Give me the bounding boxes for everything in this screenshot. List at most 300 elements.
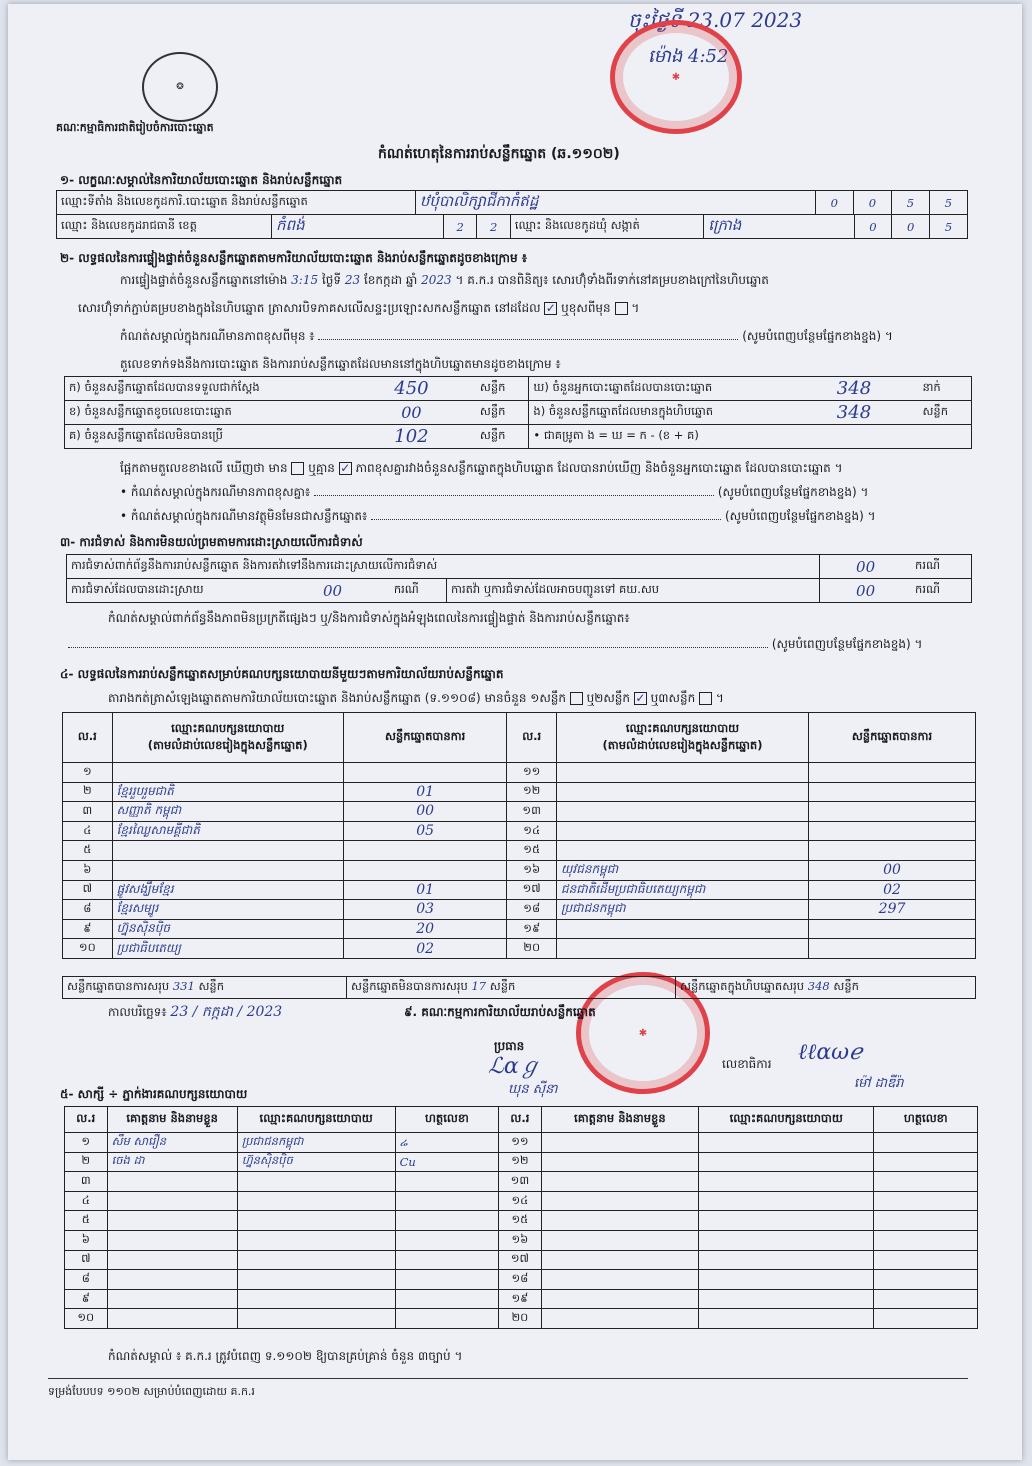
vote-count xyxy=(343,763,506,783)
party-name: ប្រជាជនកម្ពុជា xyxy=(556,900,808,920)
witness-name xyxy=(541,1191,698,1211)
row-number: ១៥ xyxy=(507,841,557,861)
seal-line: សោរហ៊ុំទាក់ភ្ជាប់គម្របខាងក្នុងនៃហិបឆ្នោត ត្រាសារបិទភាគសលើសន្ទះប្រឡោះសកសន្លឹកឆ្នោត នៅដដែល ✓ ឬខុសពីមុន ។ xyxy=(78,301,640,315)
row-number: ១៨ xyxy=(499,1270,542,1290)
verify-time: 3:15 xyxy=(291,273,319,287)
witness-name xyxy=(107,1309,237,1329)
text: ឬ២សន្លឹក xyxy=(586,691,631,705)
witness-signature xyxy=(874,1133,978,1153)
table-row xyxy=(65,1230,978,1250)
count-date: 23 / កក្កដា / 2023 xyxy=(170,1004,283,1020)
party-name: ប្រជាធិបតេយ្យ xyxy=(112,939,343,959)
witness-party xyxy=(699,1289,874,1309)
witness-signature xyxy=(874,1309,978,1329)
text: តារាងកត់ត្រាសំឡេងឆ្នោតតាមការិយាល័យបោះឆ្នោត និងរាប់សន្លឹកឆ្នោត (ទ.១១០៨) មានចំនួន ១សន្លឹក xyxy=(108,691,566,705)
unit: សន្លឹក xyxy=(476,377,529,401)
secretary-signature: ℓℓαωℯ xyxy=(798,1040,863,1065)
table-row xyxy=(65,1152,978,1172)
unit: ករណី xyxy=(911,579,971,603)
text: (តាមលំដាប់លេខរៀងក្នុងសន្លឹកឆ្នោត) xyxy=(602,737,763,752)
witness-signature: ሬ xyxy=(395,1133,499,1153)
checkbox-3-sheet[interactable] xyxy=(699,692,712,705)
row-number: ១៧ xyxy=(507,880,557,900)
table-row xyxy=(63,939,976,959)
object-note xyxy=(120,508,970,524)
col-votes: សន្លឹកឆ្នោតបានការ xyxy=(809,713,976,763)
row-number: ២ xyxy=(63,782,113,802)
vote-count xyxy=(809,919,976,939)
party-name xyxy=(556,841,808,861)
witness-name xyxy=(541,1152,698,1172)
row-number: ១០ xyxy=(63,939,113,959)
date-line xyxy=(108,1004,282,1020)
vote-count: 297 xyxy=(809,900,976,920)
row-number: ១៤ xyxy=(507,821,557,841)
unit: សន្លឹក xyxy=(489,979,516,993)
label: ការជំទាស់ដែលបានដោះស្រាយ xyxy=(67,579,276,603)
row-number: ៣ xyxy=(65,1172,108,1192)
chair-name: ឃុន ស៊ីនា xyxy=(508,1082,558,1097)
row-number: ២ xyxy=(65,1152,108,1172)
witness-name xyxy=(541,1211,698,1231)
witness-name xyxy=(107,1270,237,1290)
table-row xyxy=(63,880,976,900)
section-4-heading: ៤- លទ្ធផលនៃការរាប់សន្លឹកឆ្នោតសម្រាប់គណបក្សនយោបាយនីមួយៗតាមការិយាល័យរាប់សន្លឹកឆ្នោត xyxy=(60,667,504,681)
red-seal-icon: ✱ xyxy=(610,20,742,134)
verification-line xyxy=(120,272,769,288)
formula: • ជាគម្រូតា ង = ឃ = ក - (ខ + គ) xyxy=(529,425,972,449)
witness-party xyxy=(237,1270,395,1290)
table-row xyxy=(65,1191,978,1211)
witness-party xyxy=(699,1250,874,1270)
void-total-value: 17 xyxy=(471,979,487,993)
col-party: ឈ្មោះគណបក្សនយោបាយ xyxy=(699,1107,874,1133)
party-name xyxy=(556,919,808,939)
row-number: ២០ xyxy=(507,939,557,959)
ballots-in-box: 348 xyxy=(790,401,919,425)
witness-name xyxy=(107,1191,237,1211)
witness-signature xyxy=(874,1270,978,1290)
witness-table xyxy=(64,1106,978,1329)
chair-label: ប្រធាន xyxy=(494,1039,525,1053)
section-5-heading: ៥- សាក្សី ÷ ភ្នាក់ងារគណបក្សនយោបាយ xyxy=(60,1087,248,1101)
valid-total-value: 331 xyxy=(172,979,195,993)
row-number: ៤ xyxy=(65,1191,108,1211)
checkbox-has-diff[interactable] xyxy=(291,462,304,475)
text: • កំណត់សម្គាល់ក្នុងករណីមានភាពខុសគ្នា៖ xyxy=(120,485,311,499)
witness-name xyxy=(541,1172,698,1192)
text: សោរហ៊ុំទាក់ភ្ជាប់គម្របខាងក្នុងនៃហិបឆ្នោត ត្រាសារបិទភាគសលើសន្ទះប្រឡោះសកសន្លឹកឆ្នោត នៅដដែល xyxy=(78,301,541,315)
text: ភាពខុសគ្នារវាងចំនួនសន្លឹកឆ្នោតក្នុងហិបឆ្នោត ដែលបានរាប់ឃើញ និងចំនួនអ្នកបោះឆ្នោត ដែលបានបោះឆ្នោត ។ xyxy=(355,461,843,475)
row-number: ១៧ xyxy=(499,1250,542,1270)
row-number: ១២ xyxy=(499,1152,542,1172)
row-number: ១១ xyxy=(507,763,557,783)
figures-table xyxy=(64,376,972,449)
committee-label: ៩. គណៈកម្មការការិយាល័យរាប់សន្លឹកឆ្នោត xyxy=(404,1005,596,1019)
row-number: ៧ xyxy=(63,880,113,900)
vote-count: 00 xyxy=(343,802,506,822)
table-row xyxy=(65,1270,978,1290)
party-name: ខ្មែររួបរួមជាតិ xyxy=(112,782,343,802)
verify-day: 23 xyxy=(344,273,361,287)
text: (សូមបំពេញបន្ថែមផ្នែកខាងខ្នង) ។ xyxy=(771,637,923,651)
code-digit: 2 xyxy=(477,215,511,239)
vote-count: 00 xyxy=(809,860,976,880)
text: ឬ៣សន្លឹក xyxy=(650,691,696,705)
party-name: ខ្មែរឈ្ងៃសាមគ្គីជាតិ xyxy=(112,821,343,841)
col-no: ល.រ xyxy=(63,713,113,763)
code-digit: 2 xyxy=(443,215,477,239)
party-name: ខ្មែរសម្បូរ xyxy=(112,900,343,920)
text: ឈ្មោះគណបក្សនយោបាយ xyxy=(625,720,740,735)
table-row xyxy=(63,860,976,880)
unit: សន្លឹក xyxy=(476,401,529,425)
party-name xyxy=(112,841,343,861)
vote-count xyxy=(809,763,976,783)
doc-title: កំណត់ហេតុនៃការរាប់សន្លឹកឆ្នោត (ឆ.១១០២) xyxy=(378,146,620,162)
text: ឬខុសពីមុន xyxy=(561,301,611,315)
witness-party xyxy=(237,1289,395,1309)
checkbox-1-sheet[interactable] xyxy=(570,692,583,705)
red-seal-icon: ✱ xyxy=(576,972,710,1094)
row-number: ៦ xyxy=(63,860,113,880)
witness-name xyxy=(107,1230,237,1250)
unit: សន្លឹក xyxy=(833,979,859,993)
row-number: ១១ xyxy=(499,1133,542,1153)
vote-count xyxy=(809,821,976,841)
witness-signature xyxy=(874,1152,978,1172)
row-number: ២០ xyxy=(499,1309,542,1329)
party-name: សញ្ញាតិ កម្ពុជា xyxy=(112,802,343,822)
witness-name xyxy=(107,1289,237,1309)
checkbox-2-sheet[interactable]: ✓ xyxy=(635,691,646,705)
vote-count: 01 xyxy=(343,782,506,802)
unit: ករណី xyxy=(911,555,971,579)
witness-signature xyxy=(395,1270,499,1290)
witness-name xyxy=(107,1250,237,1270)
vote-count xyxy=(809,802,976,822)
box-total-value: 348 xyxy=(807,979,830,993)
resolved-count: 00 xyxy=(275,579,390,603)
table-row xyxy=(65,1250,978,1270)
witness-signature xyxy=(395,1230,499,1250)
party-name: យុវជនកម្ពុជា xyxy=(556,860,808,880)
text: កំណត់សម្គាល់ក្នុងករណីមានភាពខុសពីមុន ៖ xyxy=(120,329,315,343)
label: ខ) ចំនួនសន្លឹកឆ្នោតខូចលេខបោះឆ្នោត xyxy=(65,401,347,425)
witness-party xyxy=(699,1270,874,1290)
label: ការជំទាស់ពាក់ព័ន្ធនឹងការរាប់សន្លឹកឆ្នោត និងការតវ៉ាទៅនឹងការដោះស្រាយលើការជំទាស់ xyxy=(67,555,820,579)
party-name xyxy=(556,821,808,841)
row-number: ៥ xyxy=(63,841,113,861)
table-row xyxy=(63,919,976,939)
unit: នាក់ xyxy=(918,377,971,401)
footnote: កំណត់សម្គាល់ ៖ គ.ក.រ ត្រូវបំពេញ ទ.១១០២ ឱ្យបានគ្រប់គ្រាន់ ចំនួន ៣ច្បាប់ ។ xyxy=(108,1349,463,1363)
witness-party xyxy=(699,1152,874,1172)
text: ផ្អែកតាមតួលេខខាងលើ ឃើញថា មាន xyxy=(120,461,288,475)
note-line xyxy=(120,328,970,344)
table-row xyxy=(65,1289,978,1309)
col-party: ឈ្មោះគណបក្សនយោបាយ xyxy=(237,1107,395,1133)
party-name: ផ្លូវសង្ឃឹមខ្មែរ xyxy=(112,880,343,900)
witness-name xyxy=(541,1250,698,1270)
verify-year: 2023 xyxy=(421,273,452,287)
section-1-heading: ១- លក្ខណៈសម្គាល់នៃការិយាល័យបោះឆ្នោត និងរាប់សន្លឹកឆ្នោត xyxy=(60,173,343,187)
row-number: ៥ xyxy=(65,1211,108,1231)
vote-count xyxy=(343,860,506,880)
province-name: កំពង់ xyxy=(272,215,444,239)
witness-party xyxy=(237,1250,395,1270)
org-name: គណៈកម្មាធិការជាតិរៀបចំការបោះឆ្នោត xyxy=(56,121,214,134)
box-total xyxy=(676,977,976,999)
party-name xyxy=(556,802,808,822)
label: ក) ចំនួនសន្លឹកឆ្នោតដែលបានទទួលជាក់ស្ដែង xyxy=(65,377,347,401)
table-row xyxy=(65,1172,978,1192)
witness-party xyxy=(237,1211,395,1231)
figures-intro: តួលេខទាក់ទងនឹងការបោះឆ្នោត និងការរាប់សន្លឹកឆ្នោតដែលមាននៅក្នុងហិបឆ្នោតមានដូចខាងក្រោម ៖ xyxy=(120,357,561,371)
label: ឈ្មោះ និងលេខកូដរាជធានី ខេត្ត xyxy=(57,215,272,239)
code-digit: 5 xyxy=(930,215,968,239)
row-number: ៤ xyxy=(63,821,113,841)
witness-name xyxy=(541,1309,698,1329)
witness-signature xyxy=(395,1211,499,1231)
row-number: ៣ xyxy=(63,802,113,822)
label: ឃ) ចំនួនអ្នកបោះឆ្នោតដែលបានបោះឆ្នោត xyxy=(529,377,790,401)
row-number: ១៤ xyxy=(499,1191,542,1211)
section-3-heading: ៣- ការជំទាស់ និងការមិនយល់ព្រមតាមការដោះស្រាយលើការជំទាស់ xyxy=(60,535,363,549)
label: ង) ចំនួនសន្លឹកឆ្នោតដែលមានក្នុងហិបឆ្នោត xyxy=(529,401,790,425)
text: ថ្ងៃទី xyxy=(321,273,341,287)
secretary-label: លេខាធិការ xyxy=(722,1057,772,1071)
totals-row xyxy=(62,976,976,999)
results-table xyxy=(62,712,976,959)
row-number: ១២ xyxy=(507,782,557,802)
witness-signature xyxy=(395,1172,499,1192)
section-1-row2 xyxy=(56,214,968,239)
row-number: ១ xyxy=(65,1133,108,1153)
row-number: ១៦ xyxy=(499,1230,542,1250)
witness-party: ប្រជាជនកម្ពុជា xyxy=(237,1133,395,1153)
objections-count: 00 xyxy=(820,555,911,579)
col-party xyxy=(556,713,808,763)
text: សន្លឹកឆ្នោតក្នុងហិបឆ្នោតសរុប xyxy=(680,979,805,993)
checkbox-changed[interactable] xyxy=(615,302,628,315)
witness-party xyxy=(699,1211,874,1231)
witness-signature xyxy=(874,1211,978,1231)
row-number: ៧ xyxy=(65,1250,108,1270)
witness-name xyxy=(107,1172,237,1192)
table-row xyxy=(63,841,976,861)
col-no: ល.រ xyxy=(65,1107,108,1133)
witness-name: ចេង ដា xyxy=(107,1152,237,1172)
col-no: ល.រ xyxy=(507,713,557,763)
col-votes: សន្លឹកឆ្នោតបានការ xyxy=(343,713,506,763)
witness-signature xyxy=(874,1230,978,1250)
vote-count: 01 xyxy=(343,880,506,900)
row-number: ១៣ xyxy=(499,1172,542,1192)
witness-signature xyxy=(874,1172,978,1192)
row-number: ១៨ xyxy=(507,900,557,920)
text: ឬគ្មាន xyxy=(308,461,335,475)
section-1-table xyxy=(56,190,968,215)
witness-party xyxy=(237,1309,395,1329)
code-digit: 5 xyxy=(929,191,967,215)
text: ។ គ.ក.រ បានពិនិត្យ៖ សោរហ៊ុំទាំងពីរទាក់នៅគម្របខាងក្រៅនៃហិបឆ្នោត xyxy=(455,273,769,287)
row-number: ៩ xyxy=(65,1289,108,1309)
text: (សូមបំពេញបន្ថែមផ្នែកខាងខ្នង) ។ xyxy=(724,509,876,523)
col-sig: ហត្ថលេខា xyxy=(395,1107,499,1133)
row-number: ១៩ xyxy=(507,919,557,939)
form-reference: ទម្រង់បែបបទ ១១០២ សម្រាប់បំពេញដោយ គ.ក.រ xyxy=(48,1385,255,1398)
row-number: ៦ xyxy=(65,1230,108,1250)
checkbox-no-diff[interactable]: ✓ xyxy=(340,461,351,475)
form-page xyxy=(8,4,1022,1460)
row-number: ១៦ xyxy=(507,860,557,880)
sheet-count-line: តារាងកត់ត្រាសំឡេងឆ្នោតតាមការិយាល័យបោះឆ្នោត និងរាប់សន្លឹកឆ្នោត (ទ.១១០៨) មានចំនួន ១សន្លឹក ឬ២សន្លឹក ✓ ឬ៣សន្លឹក ។ xyxy=(108,691,724,705)
label: គ) ចំនួនសន្លឹកឆ្នោតដែលមិនបានប្រើ xyxy=(65,425,347,449)
code-digit: 0 xyxy=(815,191,853,215)
table-row xyxy=(63,821,976,841)
text: កាលបរិច្ឆេទ៖ xyxy=(108,1005,167,1019)
vote-count xyxy=(343,841,506,861)
witness-party xyxy=(237,1191,395,1211)
vote-count: 02 xyxy=(343,939,506,959)
witness-party xyxy=(699,1230,874,1250)
witness-signature xyxy=(395,1250,499,1270)
text: (សូមបំពេញបន្ថែមផ្នែកខាងខ្នង) ។ xyxy=(717,485,869,499)
table-row xyxy=(65,1309,978,1329)
kingdom-seal-icon: ❂ xyxy=(142,52,218,122)
diff-note xyxy=(120,484,970,500)
unit: សន្លឹក xyxy=(198,979,225,993)
handwritten-time: ម៉ោង 4:52 xyxy=(648,46,729,67)
table-row xyxy=(65,1211,978,1231)
row-number: ១ xyxy=(63,763,113,783)
witness-party xyxy=(699,1191,874,1211)
text: សន្លឹកឆ្នោតមិនបានការសរុប xyxy=(351,979,468,993)
irregularity-note: កំណត់សម្គាល់ពាក់ព័ន្ធនឹងភាពមិនប្រក្រតីផ្សេងៗ ឬ/និងការជំទាស់ក្នុងអំឡុងពេលនៃការផ្ទៀងផ្ទាត់ និងការរាប់សន្លឹកឆ្នោត៖ xyxy=(108,611,630,625)
witness-name xyxy=(107,1211,237,1231)
unit: សន្លឹក xyxy=(918,401,971,425)
table-row xyxy=(65,1133,978,1153)
void-total xyxy=(347,977,676,999)
vote-count: 03 xyxy=(343,900,506,920)
row-number: ១៣ xyxy=(507,802,557,822)
row-number: ៨ xyxy=(65,1270,108,1290)
label: ឈ្មោះទីតាំង និងលេខកូដការិ.បោះឆ្នោត និងរាប់សន្លឹកឆ្នោត xyxy=(57,191,416,215)
vote-count: 05 xyxy=(343,821,506,841)
divider xyxy=(48,1378,968,1379)
discrepancy-line xyxy=(120,460,843,476)
label: ការតវ៉ា ឬការជំទាស់ដែលអាចបញ្ជូនទៅ គឃ.សប xyxy=(447,579,820,603)
section-2-heading: ២- លទ្ធផលនៃការផ្ទៀងផ្ទាត់ចំនួនសន្លឹកឆ្នោតតាមការិយាល័យបោះឆ្នោត និងរាប់សន្លឹកឆ្នោតដូចខាងក្រោម ៖ xyxy=(60,251,528,265)
code-digit: 0 xyxy=(853,191,891,215)
witness-party xyxy=(237,1172,395,1192)
text: (សូមបំពេញបន្ថែមផ្នែកខាងខ្នង) ។ xyxy=(742,329,893,343)
objection-table xyxy=(66,554,972,603)
vote-count xyxy=(809,782,976,802)
text: • កំណត់សម្គាល់ក្នុងករណីមានវត្ថុមិនមែនជាសន្លឹកឆ្នោត៖ xyxy=(120,509,368,523)
party-name: ហ្វ៊ុនស៊ិនប៉ិច xyxy=(112,919,343,939)
unused-count: 102 xyxy=(347,425,476,449)
checkbox-unchanged[interactable]: ✓ xyxy=(545,301,556,315)
unit: សន្លឹក xyxy=(476,425,529,449)
party-name: ជនជាតិដើមប្រជាធិបតេយ្យកម្ពុជា xyxy=(556,880,808,900)
row-number: ១០ xyxy=(65,1309,108,1329)
witness-signature xyxy=(395,1191,499,1211)
table-row xyxy=(63,900,976,920)
label: ឈ្មោះ និងលេខកូដឃុំ សង្កាត់ xyxy=(510,215,703,239)
col-party xyxy=(112,713,343,763)
party-name xyxy=(112,763,343,783)
table-row xyxy=(63,802,976,822)
row-number: ៩ xyxy=(63,919,113,939)
row-number: ១៥ xyxy=(499,1211,542,1231)
party-name xyxy=(112,860,343,880)
col-name: គោត្តនាម និងនាមខ្លួន xyxy=(541,1107,698,1133)
vote-count: 02 xyxy=(809,880,976,900)
received-count: 450 xyxy=(347,377,476,401)
code-digit: 5 xyxy=(891,191,929,215)
col-name: គោត្តនាម និងនាមខ្លួន xyxy=(107,1107,237,1133)
witness-party xyxy=(699,1309,874,1329)
vote-count xyxy=(809,841,976,861)
witness-signature xyxy=(874,1250,978,1270)
party-name xyxy=(556,763,808,783)
row-number: ៨ xyxy=(63,900,113,920)
text: ខែកក្កដា ឆ្នាំ xyxy=(363,273,418,287)
vote-count xyxy=(809,939,976,959)
commune-name: ក្រោង xyxy=(704,215,854,239)
row-number: ១៩ xyxy=(499,1289,542,1309)
witness-name xyxy=(541,1133,698,1153)
witness-party: ហ្វ៊ុនស៊ិនប៉ិច xyxy=(237,1152,395,1172)
voters-count: 348 xyxy=(790,377,919,401)
witness-name xyxy=(541,1289,698,1309)
code-digit: 0 xyxy=(854,215,892,239)
witness-signature xyxy=(874,1191,978,1211)
witness-party xyxy=(699,1133,874,1153)
witness-signature: Cu xyxy=(395,1152,499,1172)
vote-count: 20 xyxy=(343,919,506,939)
text: សន្លឹកឆ្នោតបានការសរុប xyxy=(67,979,170,993)
col-no: ល.រ xyxy=(499,1107,542,1133)
witness-signature xyxy=(395,1309,499,1329)
witness-party xyxy=(699,1172,874,1192)
col-sig: ហត្ថលេខា xyxy=(874,1107,978,1133)
secretary-name: ម៉ៅ ដាឌីរ៉ា xyxy=(854,1076,904,1091)
spoiled-count: 00 xyxy=(347,401,476,425)
table-row xyxy=(63,763,976,783)
handwritten-date: ចុះថ្ងៃទី 23.07 2023 xyxy=(628,8,803,32)
witness-signature xyxy=(874,1289,978,1309)
chair-signature: ℒαℊ xyxy=(488,1054,541,1079)
text: ឈ្មោះគណបក្សនយោបាយ xyxy=(171,720,285,735)
party-name xyxy=(556,782,808,802)
text: (តាមលំដាប់លេខរៀងក្នុងសន្លឹកឆ្នោត) xyxy=(147,737,308,752)
code-digit: 0 xyxy=(892,215,930,239)
station-name: ឋបុំបាលិក្សាជីកាកំឥដ្ឋ xyxy=(415,191,815,215)
witness-signature xyxy=(395,1289,499,1309)
unit: ករណី xyxy=(390,579,447,603)
party-name xyxy=(556,939,808,959)
witness-party xyxy=(237,1230,395,1250)
text: ការផ្ទៀងផ្ទាត់ចំនួនសន្លឹកឆ្នោតនៅម៉ោង xyxy=(120,273,288,287)
witness-name xyxy=(541,1270,698,1290)
fill-line xyxy=(68,636,968,652)
table-row xyxy=(63,782,976,802)
witness-name: សឹម សារឿន xyxy=(107,1133,237,1153)
forwarded-count: 00 xyxy=(820,579,911,603)
